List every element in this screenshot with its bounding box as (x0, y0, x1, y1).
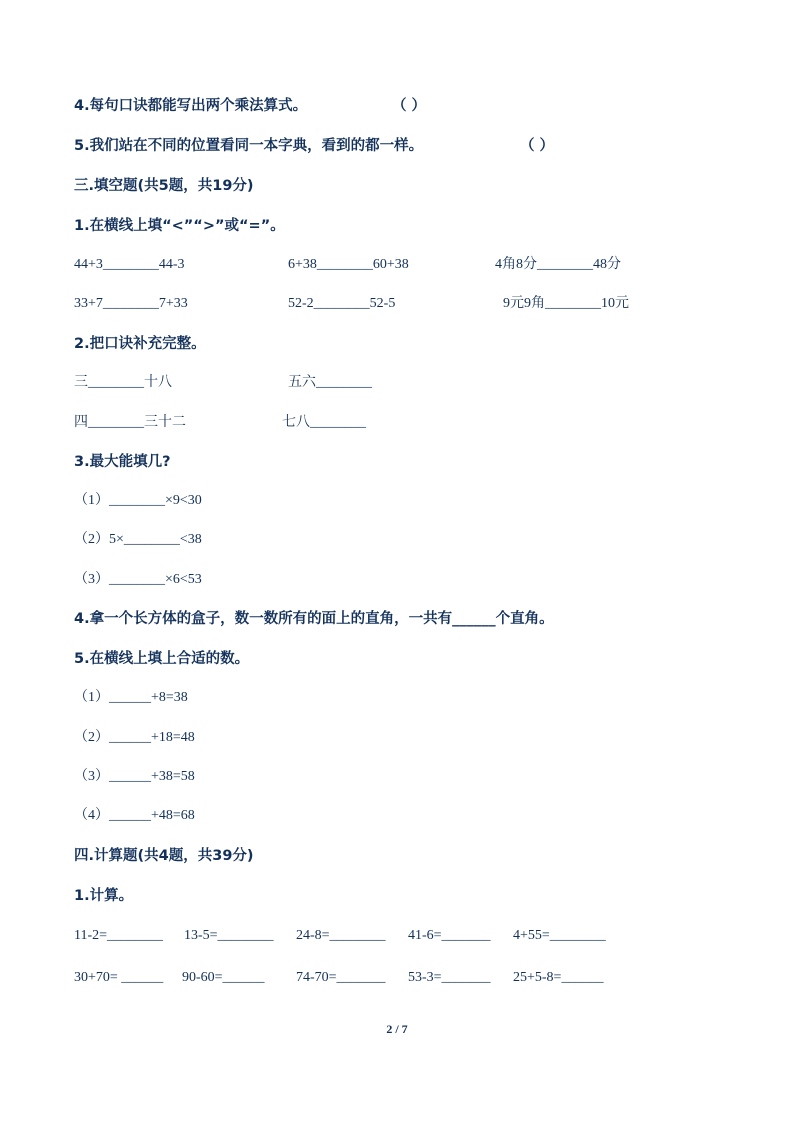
s4-calc-item[interactable]: 30+70= ______ (74, 970, 164, 985)
s4-calc-item[interactable]: 90-60=______ (182, 970, 265, 985)
judge-q4-answer-paren[interactable]: （ ） (392, 98, 427, 114)
s4-calc-item[interactable]: 11-2=________ (74, 928, 164, 943)
s3-q2-blank[interactable]: 三________十八 (74, 375, 172, 390)
s4-calc-item[interactable]: 13-5=________ (184, 928, 274, 943)
s3-q1-blank[interactable]: 33+7________7+33 (74, 296, 188, 311)
s3-q1-blank[interactable]: 6+38________60+38 (288, 257, 409, 272)
s4-calc-item[interactable]: 24-8=________ (296, 928, 386, 943)
s3-q5-item[interactable]: （3）______+38=58 (74, 769, 195, 784)
s3-q3-prompt: 3.最大能填几? (74, 454, 171, 470)
s3-q5-item[interactable]: （2）______+18=48 (74, 730, 195, 745)
s4-calc-item[interactable]: 41-6=_______ (408, 928, 491, 943)
s3-q2-blank[interactable]: 四________三十二 (74, 415, 186, 430)
s3-q4-prompt[interactable]: 4.拿一个长方体的盒子，数一数所有的面上的直角，一共有______个直角。 (74, 611, 554, 627)
s4-calc-item[interactable]: 74-70=_______ (296, 970, 386, 985)
section3-title: 三.填空题(共5题，共19分) (74, 178, 254, 194)
s3-q1-prompt: 1.在横线上填“<”“>”或“=”。 (74, 218, 285, 234)
s3-q5-prompt: 5.在横线上填上合适的数。 (74, 651, 250, 667)
section4-title: 四.计算题(共4题，共39分) (74, 848, 254, 864)
s3-q3-item[interactable]: （2）5×________<38 (74, 532, 202, 547)
judge-q5: 5.我们站在不同的位置看同一本字典，看到的都一样。 (74, 138, 424, 154)
s4-calc-item[interactable]: 4+55=________ (513, 928, 606, 943)
s3-q1-blank[interactable]: 44+3________44-3 (74, 257, 185, 272)
s3-q2-blank[interactable]: 五六________ (288, 375, 372, 390)
judge-q5-answer-paren[interactable]: （ ） (520, 138, 555, 154)
s3-q2-prompt: 2.把口诀补充完整。 (74, 336, 206, 352)
s3-q1-blank[interactable]: 52-2________52-5 (288, 296, 396, 311)
page-number: 2 / 7 (386, 1022, 408, 1036)
s3-q2-blank[interactable]: 七八________ (282, 415, 366, 430)
judge-q4: 4.每句口诀都能写出两个乘法算式。 (74, 98, 308, 114)
s3-q1-blank[interactable]: 9元9角________10元 (503, 296, 629, 311)
s3-q3-item[interactable]: （1）________×9<30 (74, 493, 202, 508)
s3-q5-item[interactable]: （1）______+8=38 (74, 690, 188, 705)
s4-calc-item[interactable]: 53-3=_______ (408, 970, 491, 985)
s3-q1-blank[interactable]: 4角8分________48分 (495, 257, 621, 272)
s4-calc-item[interactable]: 25+5-8=______ (513, 970, 604, 985)
s4-q1-prompt: 1.计算。 (74, 888, 134, 904)
s3-q5-item[interactable]: （4）______+48=68 (74, 808, 195, 823)
s3-q3-item[interactable]: （3）________×6<53 (74, 572, 202, 587)
